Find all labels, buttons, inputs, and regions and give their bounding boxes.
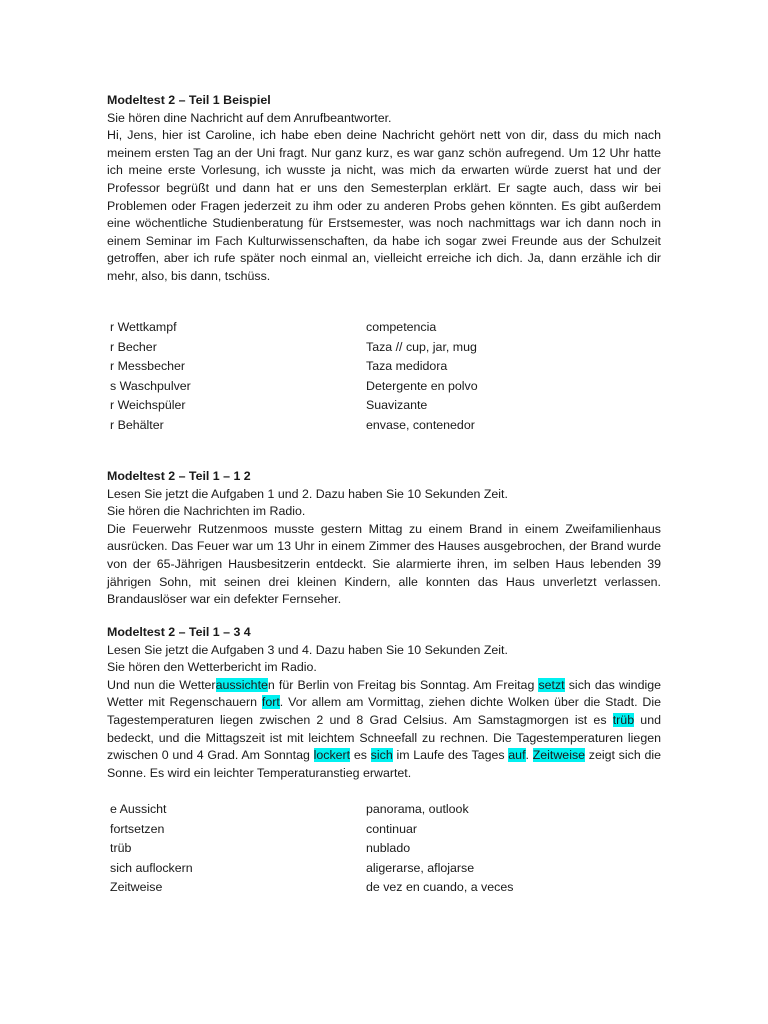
- section-intro: Sie hören dine Nachricht auf dem Anrufbeantworter.: [107, 110, 392, 125]
- vocab-german: Zeitweise: [110, 880, 163, 895]
- vocab-row: [110, 396, 550, 416]
- vocab-spanish: Taza // cup, jar, mug: [366, 339, 477, 354]
- text-fragment: . Vor allem am Vormittag, ziehen dichte Wolken über die Stadt. Die Tagestemperaturen liegen zwischen 2 und 8 Grad Celsius. Am Samstagmorgen ist es: [107, 695, 662, 727]
- highlighted-word: trüb: [612, 712, 635, 727]
- highlighted-word: fort: [261, 695, 280, 710]
- highlighted-word: setzt: [538, 677, 565, 692]
- section-title: Modeltest 2 – Teil 1 Beispiel: [107, 93, 271, 107]
- section-intro: Sie hören die Nachrichten im Radio.: [107, 504, 306, 519]
- text-fragment: zeigt sich die Sonne. Es wird ein leichter Temperaturanstieg erwartet.: [107, 748, 661, 780]
- vocab-german: r Wettkampf: [110, 320, 177, 334]
- vocab-row: [110, 878, 550, 898]
- vocab-german: e Aussicht: [110, 802, 167, 816]
- vocab-spanish: continuar: [366, 821, 417, 836]
- vocab-row: [110, 800, 550, 820]
- vocab-spanish: de vez en cuando, a veces: [366, 880, 514, 895]
- text-fragment: Und nun die Wetter: [107, 677, 216, 692]
- vocab-row: [110, 416, 550, 436]
- text-fragment: und bedeckt, und die Mittagszeit ist mit leichtem Schneefall zu rechnen. Die Tagestemperaturen liegen zwischen 0 und 4 Grad. Am Sonntag: [107, 712, 661, 763]
- vocab-spanish: Taza medidora: [366, 359, 448, 374]
- highlighted-word: aussichte: [215, 677, 268, 692]
- highlighted-word: lockert: [313, 748, 351, 763]
- highlighted-word: auf: [508, 748, 526, 763]
- vocab-german: trüb: [110, 841, 132, 856]
- vocab-row: [110, 820, 550, 840]
- vocab-row: [110, 318, 550, 338]
- vocab-row: [110, 377, 550, 397]
- highlighted-word: Zeitweise: [532, 748, 586, 763]
- vocab-german: fortsetzen: [110, 821, 165, 836]
- vocab-row: [110, 338, 550, 358]
- highlighted-word: sich: [370, 748, 393, 763]
- vocab-spanish: aligerarse, aflojarse: [366, 860, 475, 875]
- vocab-spanish: envase, contenedor: [366, 417, 475, 432]
- section-text: [107, 677, 661, 783]
- vocab-german: r Becher: [110, 339, 157, 354]
- vocab-table-1: [110, 318, 550, 436]
- text-fragment: es: [350, 748, 371, 763]
- vocab-table-2: [110, 800, 550, 898]
- text-fragment: .: [525, 748, 533, 763]
- section-text: Die Feuerwehr Rutzenmoos musste gestern Mittag zu einem Brand in einem Zweifamilienhaus ausrücken. Das Feuer war um 13 Uhr in einem Zimmer des Hauses ausgebrochen, der Brand wurde von der 65-Jährigen Hausbesitzerin entdeckt. Sie alarmierte ihren, im selben Haus lebenden 39 jährigen Sohn, mit seinen drei kleinen Kindern, alle konnten das Haus unverletzt verlassen. Brandauslöser war ein defekter Fernseher.: [107, 521, 661, 607]
- text-fragment: sich das windige Wetter mit Regenschauern: [107, 677, 662, 710]
- section-teil-3-4: [107, 624, 661, 782]
- vocab-spanish: Detergente en polvo: [366, 378, 478, 393]
- vocab-spanish: competencia: [366, 320, 437, 334]
- section-intro: Sie hören den Wetterbericht im Radio.: [107, 660, 317, 675]
- section-text: Hi, Jens, hier ist Caroline, ich habe eben deine Nachricht gehört nett von dir, dass du mich nach meinem ersten Tag an der Uni fragt. Nur ganz kurz, es war ganz schön aufregend. Um 12 Uhr hatte ich meine erste Vorlesung, ich wusste ja nicht, was mich da erwarten würde zuerst hat und der Professor begrüßt und dann hat er uns den Semesterplan erklärt. Er sagte auch, dass wir bei Problemen oder Fragen jederzeit zu ihm oder zu anderen Probs gehen könnten. Es gibt außerdem eine wöchentliche Studienberatung für Erstsemester, was noch nachmittags war ich dann noch in einem Seminar im Fach Kulturwissenschaften, da habe ich sogar zwei Freunde aus der Schulzeit getroffen, aber ich rufe später noch einmal an, vielleicht erreiche ich dich. Ja, dann erzähle ich dir mehr, also, bis dann, tschüss.: [107, 128, 661, 283]
- text-fragment: n für Berlin von Freitag bis Sonntag. Am Freitag: [267, 677, 539, 692]
- vocab-german: sich auflockern: [110, 860, 193, 875]
- vocab-german: r Behälter: [110, 417, 164, 432]
- vocab-row: [110, 357, 550, 377]
- vocab-german: r Weichspüler: [110, 398, 186, 413]
- vocab-german: s Waschpulver: [110, 378, 191, 393]
- vocab-spanish: panorama, outlook: [366, 802, 469, 816]
- section-instruction: Lesen Sie jetzt die Aufgaben 1 und 2. Dazu haben Sie 10 Sekunden Zeit.: [107, 486, 508, 501]
- vocab-row: [110, 859, 550, 879]
- section-beispiel: [107, 92, 661, 286]
- section-title: Modeltest 2 – Teil 1 – 1 2: [107, 469, 251, 483]
- vocab-german: r Messbecher: [110, 359, 186, 374]
- section-teil-1-2: [107, 468, 661, 609]
- text-fragment: im Laufe des Tages: [392, 748, 509, 763]
- vocab-row: [110, 839, 550, 859]
- section-instruction: Lesen Sie jetzt die Aufgaben 3 und 4. Dazu haben Sie 10 Sekunden Zeit.: [107, 642, 508, 657]
- section-title: Modeltest 2 – Teil 1 – 3 4: [107, 625, 251, 639]
- vocab-spanish: nublado: [366, 841, 411, 856]
- vocab-spanish: Suavizante: [366, 398, 428, 413]
